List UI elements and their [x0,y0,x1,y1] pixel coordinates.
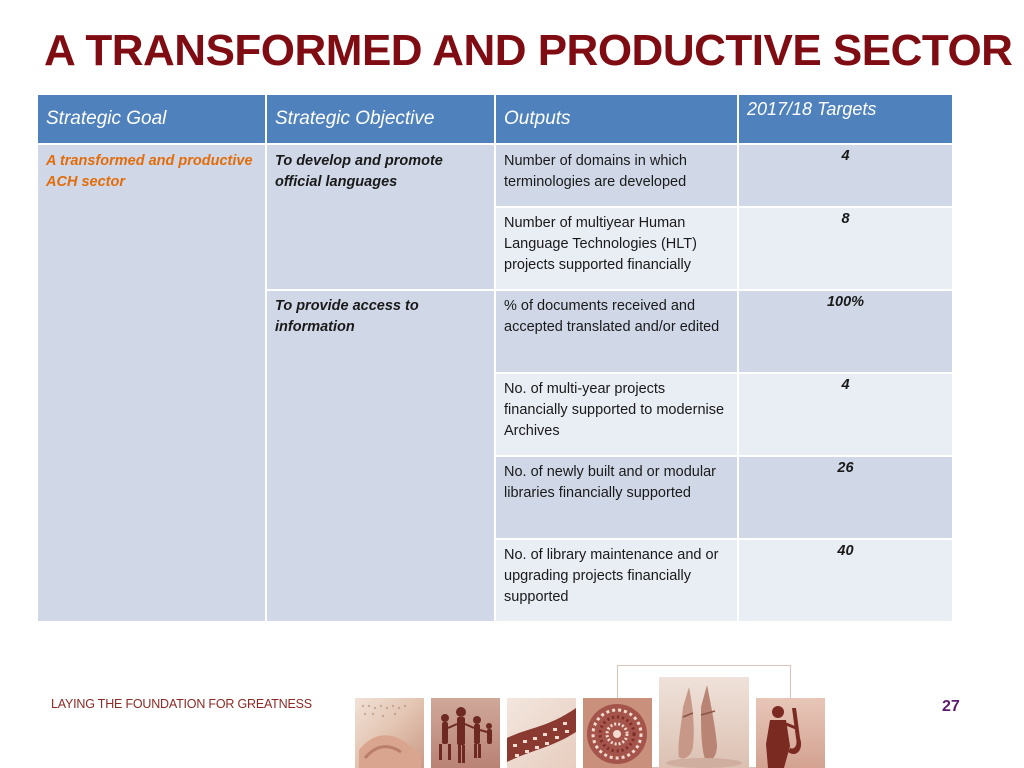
page-title: A TRANSFORMED AND PRODUCTIVE SECTOR [44,26,1013,75]
header-strategic-goal: Strategic Goal [38,95,265,143]
header-targets: 2017/18 Targets [739,95,952,143]
output-cell: No. of newly built and or modular libraries financially supported [496,457,737,538]
film-reel-photo [507,698,576,768]
strategic-goal-cell: A transformed and productive ACH sector [38,145,265,621]
family-silhouette-photo [431,698,500,768]
page-number: 27 [942,698,960,715]
target-cell: 100% [739,291,952,372]
saxophone-player-photo [756,698,825,768]
braille-reading-photo [355,698,424,768]
header-strategic-objective: Strategic Objective [267,95,494,143]
beadwork-photo [583,698,652,768]
target-cell: 8 [739,208,952,289]
objective-cell: To provide access to information [267,291,494,621]
objective-cell: To develop and promote official languages [267,145,494,289]
output-cell: Number of multiyear Human Language Technologies (HLT) projects supported financially [496,208,737,289]
targets-table [36,93,954,623]
output-cell: No. of library maintenance and or upgrading projects financially supported [496,540,737,621]
target-cell: 40 [739,540,952,621]
target-cell: 4 [739,145,952,206]
footer-tagline: LAYING THE FOUNDATION FOR GREATNESS [51,697,312,711]
output-cell: No. of multi-year projects financially supported to modernise Archives [496,374,737,455]
output-cell: Number of domains in which terminologies are developed [496,145,737,206]
table-row [38,145,952,206]
target-cell: 26 [739,457,952,538]
output-cell: % of documents received and accepted translated and/or edited [496,291,737,372]
header-outputs: Outputs [496,95,737,143]
ballet-shoes-photo [659,677,749,768]
table-header-row [38,95,952,143]
target-cell: 4 [739,374,952,455]
